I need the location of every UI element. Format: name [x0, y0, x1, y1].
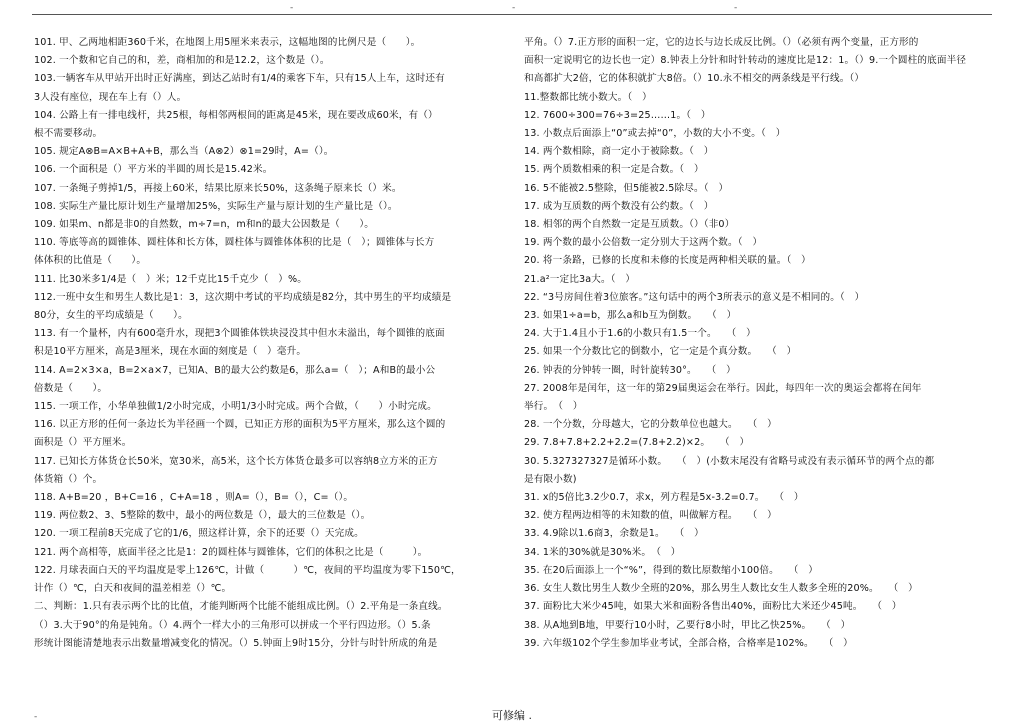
- text-line: 118. A+B=20 ，B+C=16 ，C+A=18 ，则A=（），B=（），C=（）。: [34, 492, 354, 504]
- text-line: 115. 一项工作，小华单独做1/2小时完成，小明1/3小时完成。两个合做，（ ）小时完成。: [34, 401, 437, 413]
- text-line: 计作（）℃，白天和夜间的温差相差（）℃。: [34, 583, 232, 595]
- text-line: 111. 比30米多1/4是（ ）米；12千克比15千克少（ ）%。: [34, 273, 307, 285]
- text-line: 109. 如果m、n都是非0的自然数，m÷7=n，m和n的最大公因数是（ ）。: [34, 219, 375, 231]
- text-line: 18. 相邻的两个自然数一定是互质数。（）（非0）: [524, 219, 735, 231]
- text-line: 17. 成为互质数的两个数没有公约数。（ ）: [524, 200, 714, 212]
- text-line: 25. 如果一个分数比它的倒数小，它一定是个真分数。 （ ）: [524, 346, 797, 358]
- text-line: 112.一班中女生和男生人数比是1：3，这次期中考试的平均成绩是82分，其中男生的平均成绩是: [34, 291, 452, 303]
- text-line: 积是10平方厘米，高是3厘米，现在水面的刻度是（ ）毫升。: [34, 346, 307, 358]
- text-line: 103.一辆客车从甲站开出时正好满座，到达乙站时有1/4的乘客下车，只有15人上车，这时还有: [34, 73, 445, 85]
- text-line: 39. 六年级102个学生参加毕业考试，全部合格，合格率是102%。 （ ）: [524, 637, 853, 649]
- text-line: 104. 公路上有一排电线杆，共25根，每相邻两根间的距离是45米，现在要改成60米，有（）: [34, 109, 438, 121]
- text-line: 倍数是（ ）。: [34, 382, 108, 394]
- text-line: 101. 甲、乙两地相距360千米，在地图上用5厘米来表示，这幅地图的比例尺是（ ）。: [34, 37, 421, 48]
- text-line: 35. 在20后面添上一个“%”，得到的数比原数缩小100倍。 （ ）: [524, 564, 818, 576]
- text-line: 12. 7600÷300=76÷3=25……1。（ ）: [524, 109, 711, 121]
- text-line: 3人没有座位，现在车上有（）人。: [34, 91, 187, 103]
- text-line: 体货箱（）个。: [34, 473, 103, 485]
- text-line: 14. 两个数相除，商一定小于被除数。（ ）: [524, 146, 714, 158]
- text-line: 106. 一个面积是（）平方米的半圆的周长是15.42米。: [34, 164, 273, 176]
- text-line: 23. 如果1÷a=b，那么a和b互为倒数。 （ ）: [524, 310, 737, 322]
- text-line: 形统计图能清楚地表示出数量增减变化的情况。（）5.钟面上9时15分，分针与时针所成的角是: [34, 637, 438, 649]
- text-line: 13. 小数点后面添上“0”或去掉“0”，小数的大小不变。（ ）: [524, 128, 786, 140]
- text-line: 102. 一个数和它自己的和，差，商相加的和是12.2，这个数是（）。: [34, 55, 330, 67]
- text-line: 30. 5.327327327是循环小数。 （ ）(小数末尾没有省略号或没有表示循环节的两个点的都: [524, 455, 935, 467]
- text-line: 33. 4.9除以1.6商3，余数是1。 （ ）: [524, 528, 704, 540]
- text-line: （）3.大于90°的角是钝角。（）4.两个一样大小的三角形可以拼成一个平行四边形。（）5.条: [34, 619, 431, 631]
- header-mark-1: -: [290, 3, 294, 13]
- text-line: 举行。 （ ）: [524, 401, 583, 413]
- left-column: [34, 34, 504, 653]
- footer: [0, 707, 1024, 723]
- text-line: 27. 2008年是闰年，这一年的第29届奥运会在举行。因此，每四年一次的奥运会都将在闰年: [524, 382, 922, 394]
- footer-text: 可修编: [492, 709, 525, 722]
- text-line: 二、判断：1.只有表示两个比的比值，才能判断两个比能不能组成比例。（）2.平角是一条直线。: [34, 601, 448, 613]
- text-line: 根不需要移动。: [34, 128, 103, 140]
- text-line: 20. 将一条路，已修的长度和未修的长度是两种相关联的量。（ ）: [524, 255, 811, 267]
- text-line: 117. 已知长方体货仓长50米，宽30米，高5米，这个长方体货仓最多可以容纳8立方米的正方: [34, 455, 438, 467]
- text-line: 15. 两个质数相乘的积一定是合数。（ ）: [524, 164, 704, 176]
- text-line: 平角。（）7.正方形的面积一定，它的边长与边长成反比例。（）（必须有两个变量，正方形的: [524, 37, 919, 48]
- header-rule: [32, 14, 992, 15]
- text-line: 107. 一条绳子剪掉1/5，再接上60米，结果比原来长50%，这条绳子原来长（）米。: [34, 182, 402, 194]
- header-mark-2: -: [512, 3, 516, 13]
- text-line: 29. 7.8+7.8+2.2+2.2=(7.8+2.2)×2。 （ ）: [524, 437, 750, 449]
- text-line: 38. 从A地到B地，甲要行10小时，乙要行8小时，甲比乙快25%。 （ ）: [524, 619, 851, 631]
- text-line: 122. 月球表面白天的平均温度是零上126℃，计做（ ）℃，夜间的平均温度为零下150℃，: [34, 564, 461, 576]
- text-line: 11.整数都比统小数大。（ ）: [524, 91, 652, 103]
- text-line: 26. 钟表的分钟转一圈，时针旋转30°。 （ ）: [524, 364, 736, 376]
- header-mark-3: -: [734, 3, 738, 13]
- text-line: 19. 两个数的最小公倍数一定分别大于这两个数。（ ）: [524, 237, 763, 249]
- text-line: 面积是（）平方厘米。: [34, 437, 132, 449]
- text-line: 体体积的比值是（ ）。: [34, 255, 147, 267]
- text-line: 36. 女生人数比男生人数少全班的20%，那么男生人数比女生人数多全班的20%。 （ ）: [524, 583, 918, 595]
- text-line: 37. 面粉比大米少45吨，如果大米和面粉各售出40%，面粉比大米还少45吨。 （ ）: [524, 601, 902, 613]
- text-line: 120. 一项工程前8天完成了它的1/6，照这样计算，余下的还要（）天完成。: [34, 528, 364, 540]
- text-line: 32. 使方程两边相等的未知数的值，叫做解方程。 （ ）: [524, 510, 777, 522]
- text-line: 119. 两位数2、3、5整除的数中，最小的两位数是（），最大的三位数是（）。: [34, 510, 371, 522]
- text-line: 和高都扩大2倍，它的体积就扩大8倍。（）10.永不相交的两条线是平行线。（）: [524, 73, 865, 85]
- right-column: [524, 34, 994, 653]
- text-line: 113. 有一个量杯，内有600毫升水，现把3个圆锥体铁块浸没其中但水未溢出，每个圆锥的底面: [34, 328, 445, 340]
- text-line: 110. 等底等高的圆锥体、圆柱体和长方体，圆柱体与圆锥体体积的比是（ ）；圆锥体与长方: [34, 237, 435, 249]
- text-line: 121. 两个高相等，底面半径之比是1：2的圆柱体与圆锥体，它们的体积之比是（ ）。: [34, 546, 428, 558]
- text-line: 22. “3号房间住着3位旅客。”这句话中的两个3所表示的意义是不相同的。（ ）: [524, 291, 865, 303]
- footer-mark: .: [528, 709, 532, 722]
- text-line: 80分，女生的平均成绩是（ ）。: [34, 310, 188, 322]
- text-line: 31. x的5倍比3.2少0.7，求x，列方程是5x-3.2=0.7。 （ ）: [524, 492, 804, 504]
- text-line: 是有限小数): [524, 473, 577, 485]
- text-line: 108. 实际生产量比原计划生产量增加25%，实际生产量与原计划的生产量比是（）。: [34, 200, 398, 212]
- text-line: 116. 以正方形的任何一条边长为半径画一个圆，已知正方形的面积为5平方厘米，那么这个圆的: [34, 419, 446, 431]
- text-line: 28. 一个分数，分母越大，它的分数单位也越大。 （ ）: [524, 419, 777, 431]
- text-line: 16. 5不能被2.5整除，但5能被2.5除尽。（ ）: [524, 182, 729, 194]
- text-line: 面积一定说明它的边长也一定）8.钟表上分针和时针转动的速度比是12：1。（）9.一个圆柱的底面半径: [524, 55, 967, 67]
- text-line: 105. 规定A⊗B=A×B+A+B，那么当（A⊗2）⊗1=29时，A=（）。: [34, 146, 334, 158]
- text-line: 21.a²一定比3a大。（ ）: [524, 273, 636, 285]
- text-line: 114. A=2×3×a，B=2×a×7，已知A、B的最大公约数是6，那么a=（ ）；A和B的最小公: [34, 364, 436, 376]
- footer-left-mark: -: [34, 712, 38, 722]
- text-line: 24. 大于1.4且小于1.6的小数只有1.5一个。 （ ）: [524, 328, 756, 340]
- text-line: 34. 1米的30%就是30%米。 （ ）: [524, 546, 681, 558]
